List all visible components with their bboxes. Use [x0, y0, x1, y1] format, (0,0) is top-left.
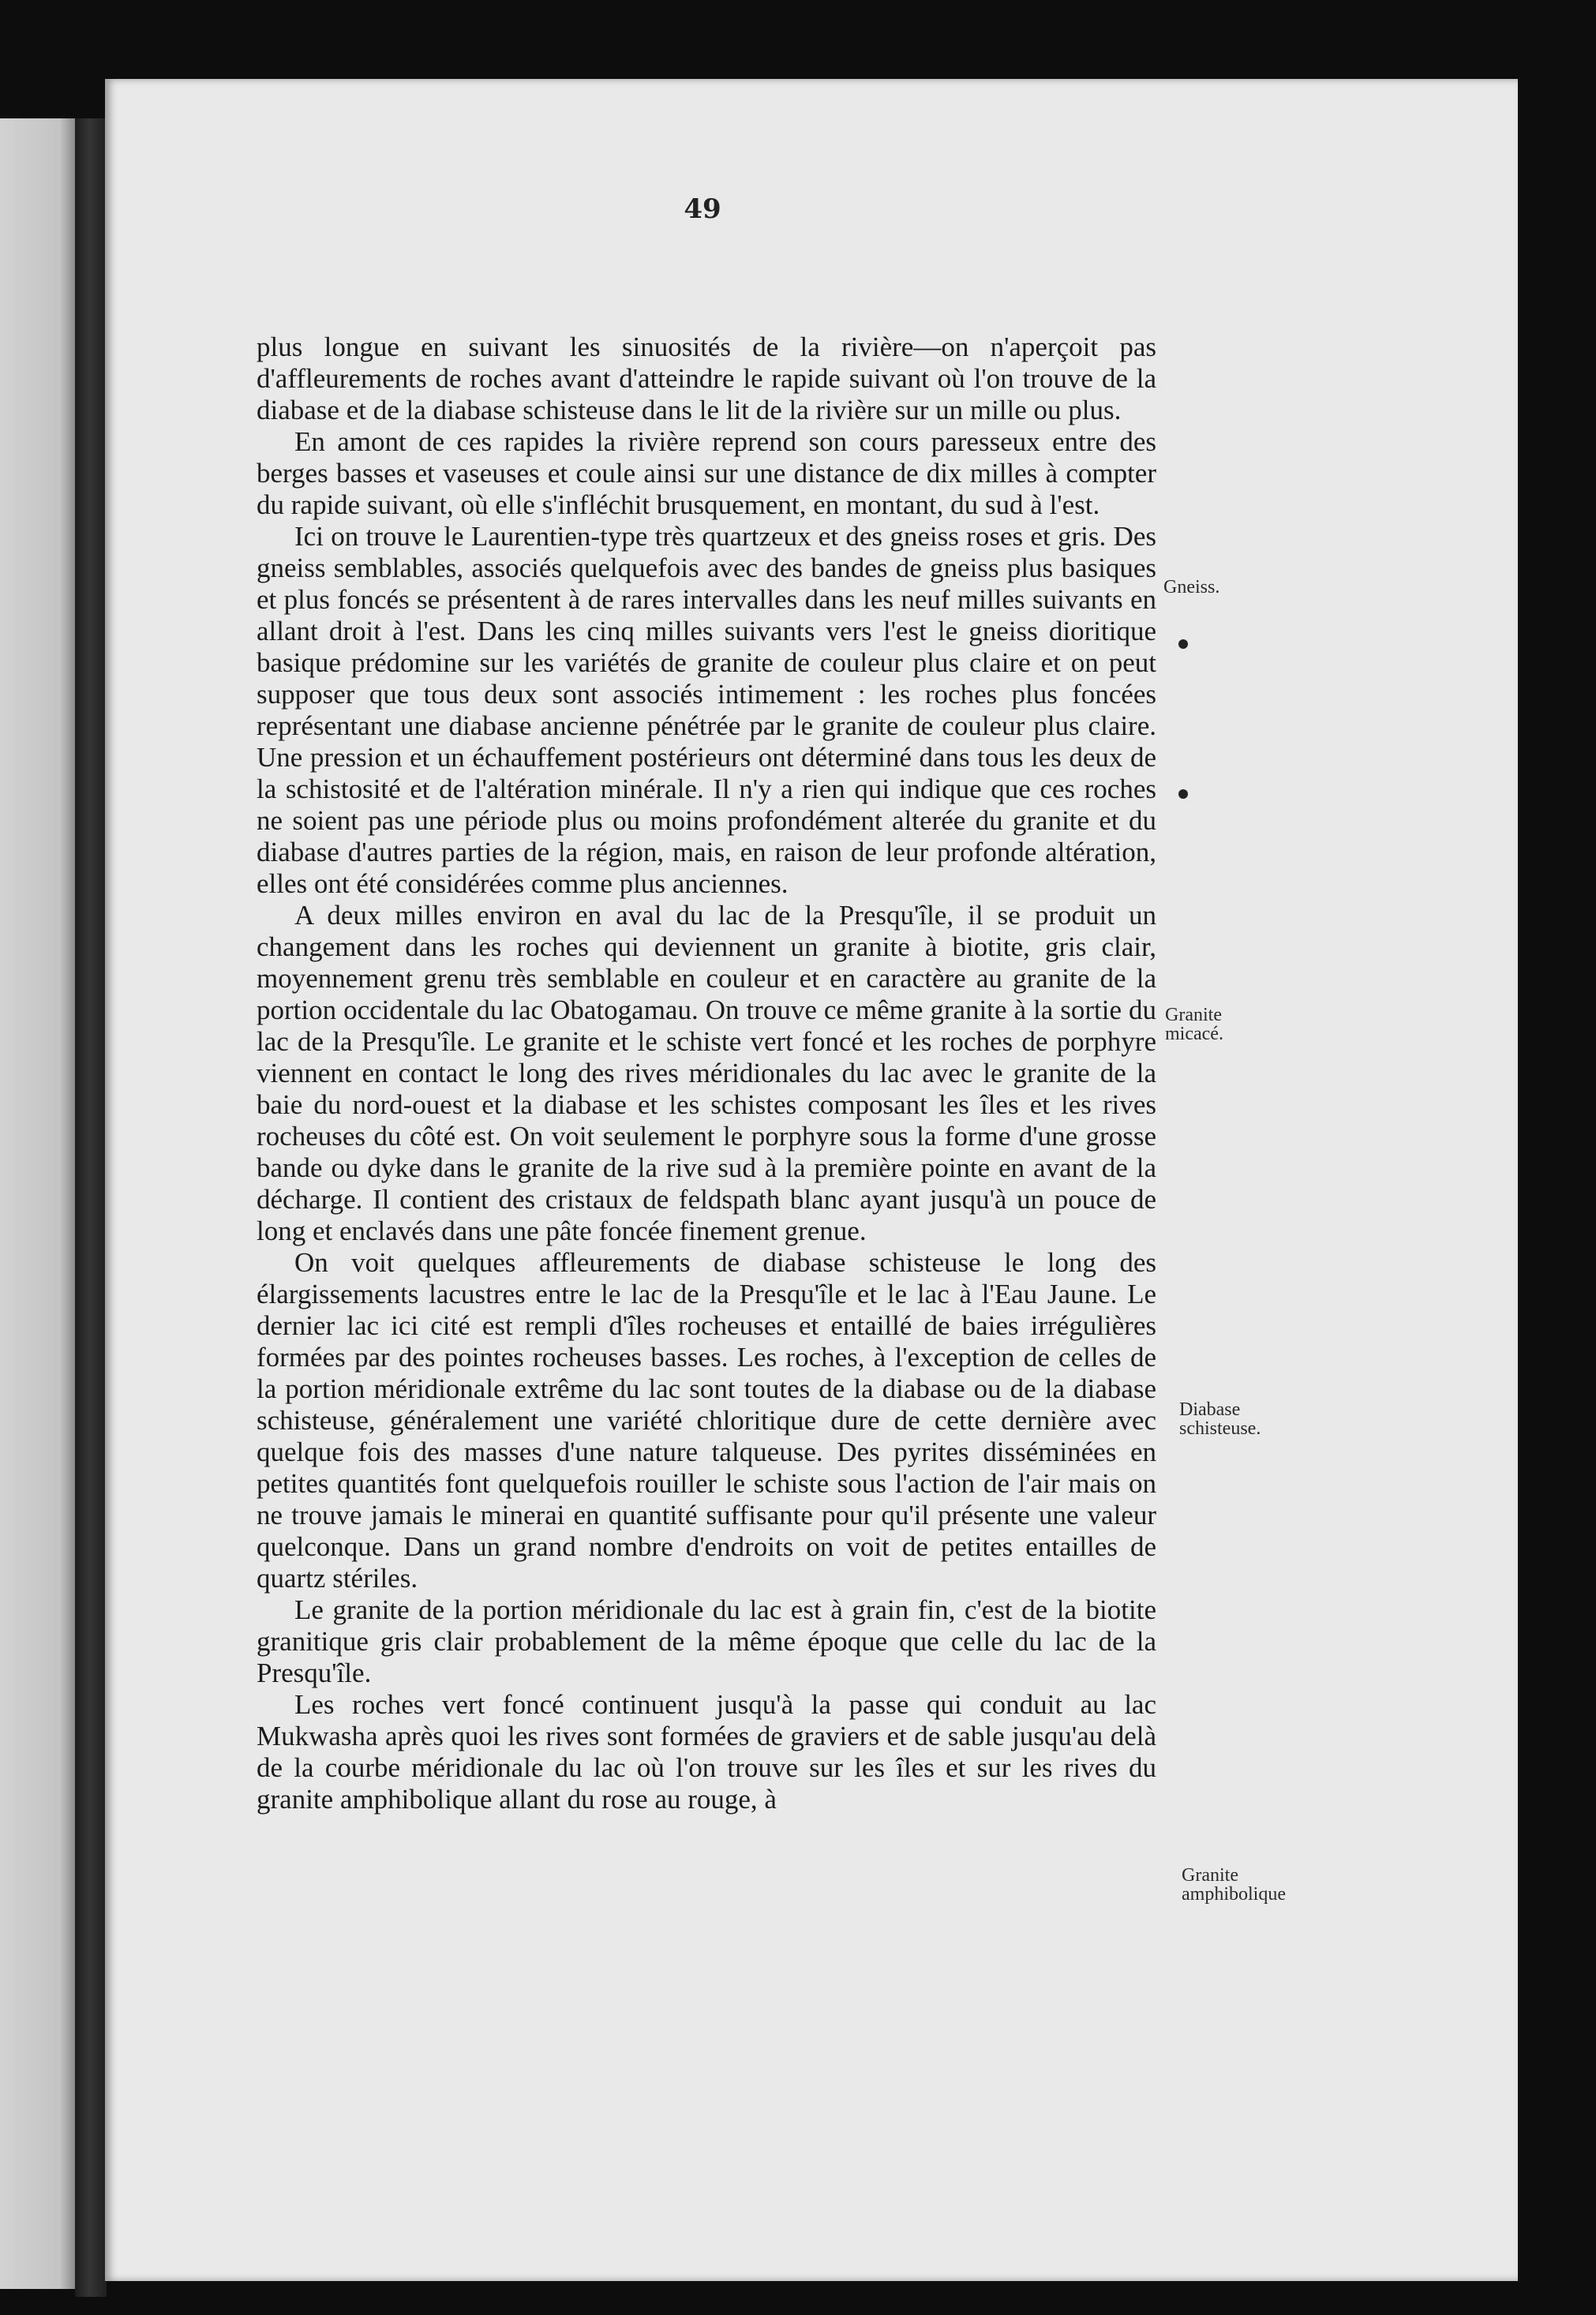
paragraph-1: plus longue en suivant les sinuosités de la rivière—on n'aperçoit pas d'affleurements de roches avant d'atteindre le rapide suivant où l'on trouve de la diabase et de la diabase schisteuse dans le lit de la rivière sur un mille ou plus. — [257, 332, 1156, 425]
left-page-edge — [0, 118, 75, 2289]
page-number: 49 — [684, 193, 721, 225]
margin-note-granite-amphibolique: Granite amphibolique — [1182, 1865, 1286, 1905]
paragraph-3: Ici on trouve le Laurentien-type très quartzeux et des gneiss roses et gris. Des gneiss semblables, associés quelquefois avec des bandes de gneiss plus basiques et plus foncés se présentent à de rares intervalles dans les neuf milles suivants en allant droit à l'est. Dans les cinq milles suivants vers l'est le gneiss dioritique basique prédomine sur les variétés de granite de couleur plus claire et on peut supposer que tous deux sont associés intimement : les roches plus foncées représentant une diabase ancienne pénétrée par le granite de couleur plus claire. Une pression et un échauffement postérieurs ont déterminé dans tous les deux de la schistosité et de l'altération minérale. Il n'y a rien qui indique que ces roches ne soient pas une période plus ou moins profondément alterée du granite et du diabase d'autres parties de la région, mais, en raison de leur profonde altération, elles ont été considérées comme plus anciennes. — [257, 521, 1156, 899]
margin-note-diabase-schisteuse: Diabase schisteuse. — [1179, 1399, 1261, 1439]
paragraph-2: En amont de ces rapides la rivière reprend son cours paresseux entre des berges basses et vaseuses et coule ainsi sur une distance de dix milles à compter du rapide suivant, où elle s'infléchit brusquement, en montant, du sud à l'est. — [257, 426, 1156, 520]
margin-note-granite-micace: Granite micacé. — [1165, 1005, 1223, 1044]
paragraph-5: On voit quelques affleurements de diabase schisteuse le long des élargissements lacustres entre le lac de la Presqu'île et le lac à l'Eau Jaune. Le dernier lac ici cité est rempli d'îles rocheuses et entaillé de baies irrégulières formées par des pointes rocheuses basses. Les roches, à l'exception de celles de la portion méridionale extrême du lac sont toutes de la diabase ou de la diabase schisteuse, généralement une variété chloritique dure de cette dernière avec quelque fois des masses d'une nature talqueuse. Des pyrites disséminées en petites quantités font quelquefois rouiller le schiste sous l'action de l'air mais on ne trouve jamais le minerai en quantité suffisante pour qu'il présente une valeur quelconque. Dans un grand nombre d'endroits on voit de petites entailles de quartz stériles. — [257, 1247, 1156, 1594]
paragraph-4: A deux milles environ en aval du lac de la Presqu'île, il se produit un changement dans les roches qui deviennent un granite à biotite, gris clair, moyennement grenu très semblable en couleur et en caractère au granite de la portion occidentale du lac Obatogamau. On trouve ce même granite à la sortie du lac de la Presqu'île. Le granite et le schiste vert foncé et les roches de porphyre viennent en contact le long des rives méridionales du lac avec le granite de la baie du nord-ouest et la diabase et les schistes composant les îles et les rives rocheuses du côté est. On voit seulement le porphyre sous la forme d'une grosse bande ou dyke dans le granite de la rive sud à la première pointe en avant de la décharge. Il contient des cristaux de feldspath blanc ayant jusqu'à un pouce de long et enclavés dans une pâte foncée finement grenue. — [257, 900, 1156, 1246]
margin-note-gneiss: Gneiss. — [1163, 577, 1220, 597]
ink-blot — [1178, 789, 1188, 799]
paragraph-7: Les roches vert foncé continuent jusqu'à la passe qui conduit au lac Mukwasha après quoi les rives sont formées de graviers et de sable jusqu'au delà de la courbe méridionale du lac où l'on trouve sur les îles et sur les rives du granite amphibolique allant du rose au rouge, à — [257, 1689, 1156, 1815]
book-gutter — [75, 118, 107, 2297]
paragraph-6: Le granite de la portion méridionale du lac est à grain fin, c'est de la biotite granitique gris clair probablement de la même époque que celle du lac de la Presqu'île. — [257, 1594, 1156, 1688]
body-text — [257, 332, 1156, 1815]
ink-blot — [1178, 639, 1188, 649]
